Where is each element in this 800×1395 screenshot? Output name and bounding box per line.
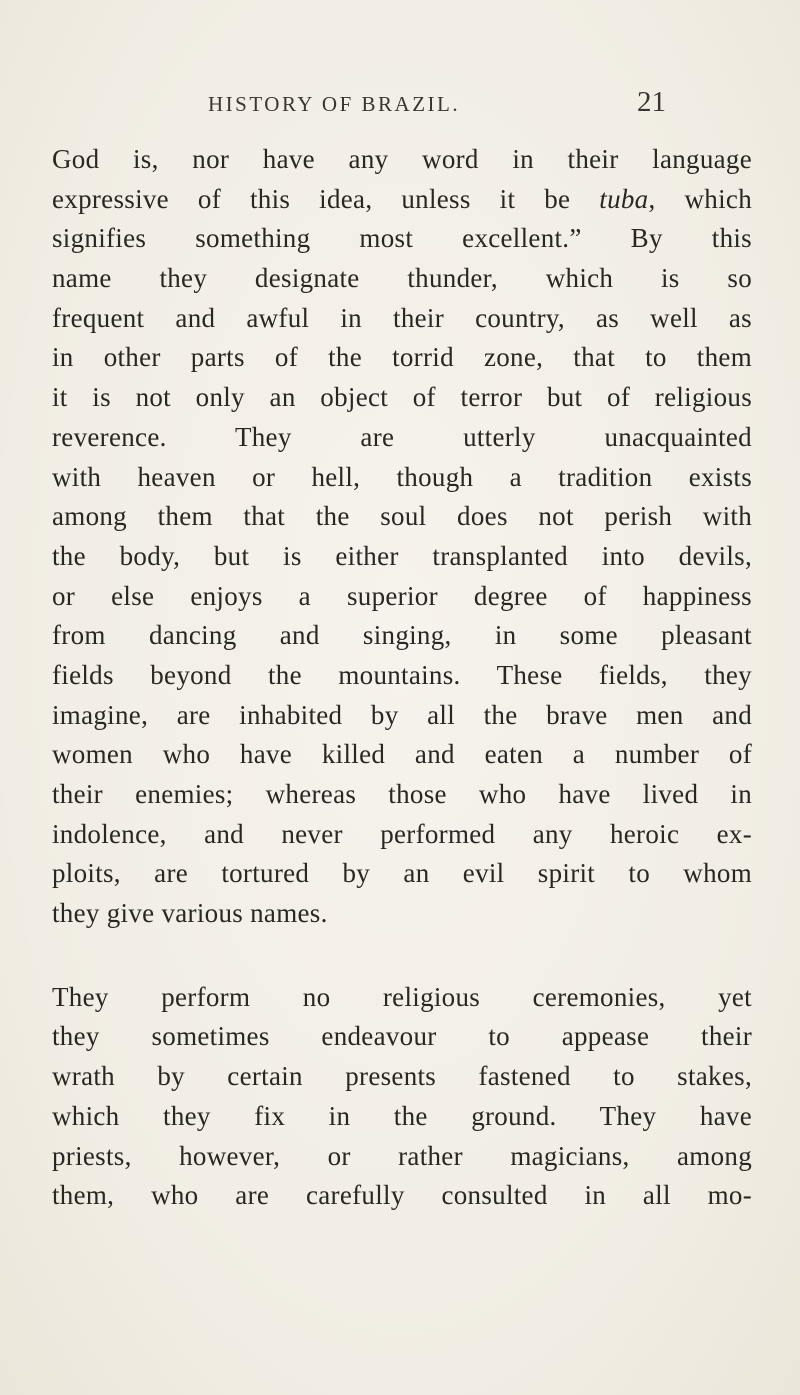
text-line: imagine, are inhabited by all the brave men and — [52, 699, 752, 730]
text-line: reverence. They are utterly unacquainted — [52, 421, 752, 452]
text-line: among them that the soul does not perish with — [52, 501, 752, 532]
paragraph-2 — [52, 978, 752, 1216]
text-line: them, who are carefully consulted in all mo- — [52, 1180, 752, 1211]
text-line: ploits, are tortured by an evil spirit to whom — [52, 858, 752, 889]
paragraph-1 — [52, 140, 752, 934]
text-line: which they fix in the ground. They have — [52, 1100, 752, 1131]
text-line: indolence, and never performed any heroic ex- — [52, 818, 752, 849]
text-line: it is not only an object of terror but of religious — [52, 382, 752, 413]
text-line: expressive of this idea, unless it be tuba, which — [52, 183, 752, 214]
text-line: signifies something most excellent.” By this — [52, 223, 752, 254]
text-line: frequent and awful in their country, as well as — [52, 302, 752, 333]
text-line: women who have killed and eaten a number of — [52, 739, 752, 770]
text-line: from dancing and singing, in some pleasant — [52, 620, 752, 651]
text-line: priests, however, or rather magicians, among — [52, 1140, 752, 1171]
text-line: name they designate thunder, which is so — [52, 263, 752, 294]
text-line: They perform no religious ceremonies, yet — [52, 981, 752, 1012]
italic-word: tuba — [599, 183, 649, 214]
running-title: HISTORY OF BRAZIL. — [208, 92, 461, 116]
text-line: in other parts of the torrid zone, that to them — [52, 342, 752, 373]
text-line: or else enjoys a superior degree of happiness — [52, 580, 752, 611]
text-line: they sometimes endeavour to appease their — [52, 1021, 752, 1052]
text-line: God is, nor have any word in their language — [52, 144, 752, 174]
body-text — [52, 140, 752, 1216]
text-line: their enemies; whereas those who have lived in — [52, 779, 752, 809]
text-line: fields beyond the mountains. These fields, they — [52, 659, 752, 690]
page-header — [0, 86, 800, 126]
text-line: they give various names. — [52, 898, 328, 929]
text-line: the body, but is either transplanted into devils, — [52, 540, 752, 571]
page-number: 21 — [637, 86, 666, 118]
text-line: wrath by certain presents fastened to stakes, — [52, 1061, 752, 1092]
text-line: with heaven or hell, though a tradition exists — [52, 461, 752, 492]
